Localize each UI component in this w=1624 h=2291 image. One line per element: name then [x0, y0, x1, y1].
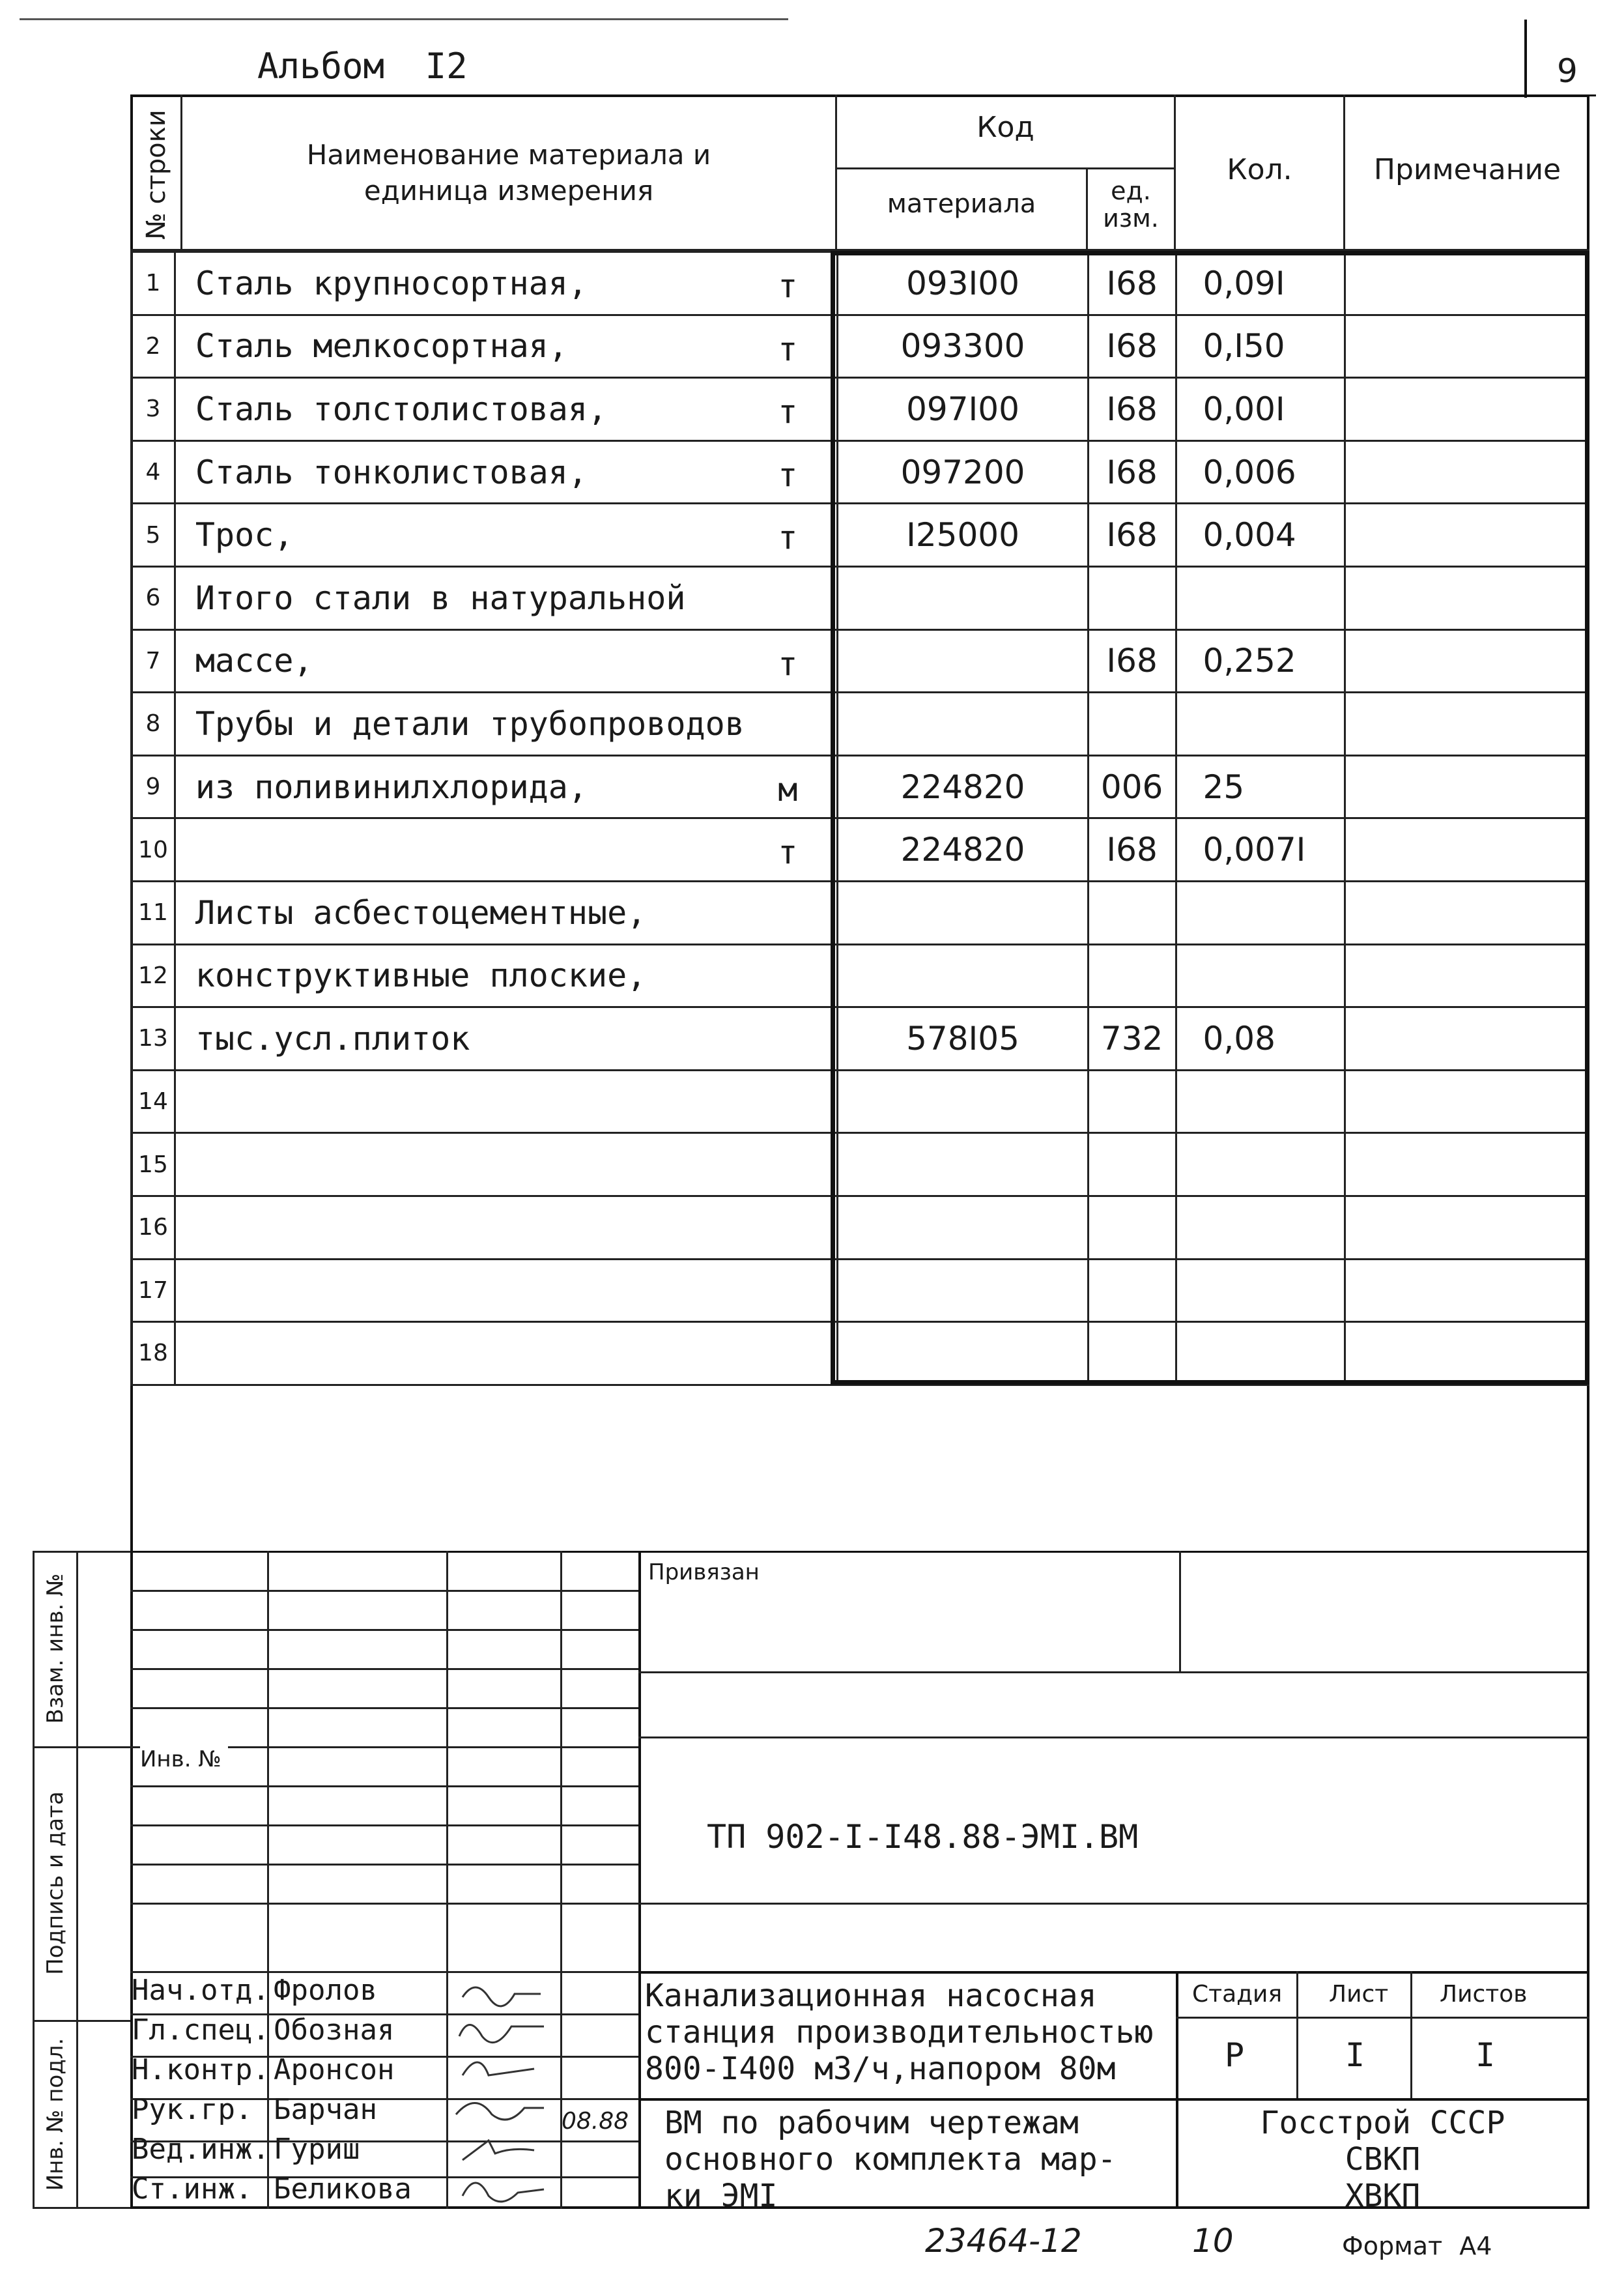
header-name: Наименование материала и единица измерения [182, 94, 837, 251]
row-name [175, 378, 837, 441]
header-code-group: Код [837, 94, 1176, 169]
footer-handwritten-number: 23464-12 [925, 2222, 1082, 2260]
header-note: Примечание [1345, 94, 1589, 251]
page-number: 9 [1557, 52, 1578, 90]
stamp-privyazan-divider [1179, 1551, 1181, 1671]
row-unit-code: I68 [1088, 440, 1176, 504]
signatures [449, 1971, 560, 2209]
row-name-text: Сталь толстолистовая, [195, 390, 608, 428]
sheet-title-line-1: ВМ по рабочим чертежам [664, 2105, 1079, 2141]
row-number: 6 [132, 566, 175, 629]
row-unit: т [778, 833, 798, 872]
stamp-object-title [645, 1978, 1153, 2087]
row-unit-code: I68 [1088, 818, 1176, 882]
row-name [175, 818, 837, 882]
row-name [175, 504, 837, 567]
sheet-title-line-2: основного комплекта мар- [664, 2141, 1117, 2178]
row-name [175, 1007, 837, 1071]
row-quantity: 0,252 [1176, 629, 1345, 693]
row-quantity: 0,004 [1176, 504, 1345, 567]
stamp-stadia: Р [1225, 2036, 1245, 2074]
stamp-doc-code: ТП 902-I-I48.88-ЭМI.ВМ [707, 1818, 1139, 1856]
stamp-person-name: Гуриш [274, 2133, 360, 2166]
stamp-top-line [130, 1551, 1589, 1553]
row-unit-code: I68 [1088, 504, 1176, 567]
row-unit-code: I68 [1088, 378, 1176, 441]
stamp-line-d [638, 1971, 1589, 1974]
top-rule [20, 18, 788, 20]
row-name [175, 315, 837, 378]
stamp-person-role: Н.контр. [132, 2053, 270, 2086]
side-divider-1 [33, 1746, 130, 1748]
stamp-line-b [638, 1736, 1589, 1738]
row-name-text: Трос, [195, 516, 294, 555]
sheet-title-line-3: ки ЭМI [664, 2178, 778, 2214]
row-unit: т [778, 455, 798, 494]
row-name [175, 1322, 837, 1385]
album-label: Альбом [257, 46, 385, 87]
row-unit-code: 006 [1088, 755, 1176, 818]
row-number: 14 [132, 1070, 175, 1133]
stamp-line-a [638, 1671, 1589, 1673]
stamp-stage-col-2 [1410, 1971, 1412, 2098]
side-podpis: Подпись и дата [42, 1791, 68, 1975]
row-name-text: Сталь тонколистовая, [195, 453, 588, 491]
row-name-text: Трубы и детали трубопроводов [195, 704, 745, 743]
org-line-2: СВКП [1345, 2141, 1421, 2178]
title-line-2: станция производительностью [645, 2014, 1154, 2051]
row-name-text: конструктивные плоские, [195, 957, 647, 995]
stamp-grid-line [130, 1785, 638, 1787]
stamp-person-row [130, 1971, 638, 2010]
org-line-1: Госстрой СССР [1260, 2105, 1505, 2141]
side-inv-podl: Инв. № подл. [42, 2038, 68, 2191]
row-number: 10 [132, 818, 175, 882]
stamp-list-label: Лист [1329, 1981, 1389, 2008]
stamp-organization [1176, 2105, 1589, 2214]
row-number: 7 [132, 629, 175, 693]
row-number: 17 [132, 1259, 175, 1322]
stamp-grid-line [130, 1707, 638, 1709]
row-number: 8 [132, 693, 175, 756]
row-number: 3 [132, 378, 175, 441]
row-quantity: 0,006 [1176, 440, 1345, 504]
side-vzam: Взам. инв. № [42, 1573, 68, 1724]
title-line-3: 800-I400 м3/ч,напором 80м [645, 2051, 1116, 2087]
stamp-grid-line [130, 1903, 638, 1905]
album-heading [257, 46, 468, 87]
row-unit: т [778, 267, 798, 305]
side-strip-inner [78, 1551, 130, 2209]
stamp-grid-line [130, 1668, 638, 1670]
row-quantity: 25 [1176, 755, 1345, 818]
row-material-code: 097I00 [838, 378, 1088, 441]
row-name [175, 440, 837, 504]
row-name-text: тыс.усл.плиток [195, 1019, 470, 1058]
row-number: 18 [132, 1322, 175, 1385]
row-name [175, 252, 837, 315]
row-name-text: Сталь крупносортная, [195, 264, 588, 302]
row-name [175, 1196, 837, 1259]
stamp-person-role: Ст.инж. [132, 2172, 253, 2206]
format-value: А4 [1459, 2232, 1492, 2260]
stamp-stadia-label: Стадия [1192, 1981, 1283, 2008]
stamp-person-row [130, 2130, 638, 2169]
stamp-person-row [130, 2051, 638, 2090]
row-unit-code: I68 [1088, 252, 1176, 315]
stamp-person-role: Рук.гр. [132, 2093, 253, 2126]
stamp-inv-no: Инв. № [140, 1746, 228, 1772]
row-name [175, 1259, 837, 1322]
row-unit-code: I68 [1088, 315, 1176, 378]
stamp-person-name: Аронсон [274, 2053, 395, 2086]
row-material-code: 578I05 [838, 1007, 1088, 1071]
row-number: 5 [132, 504, 175, 567]
row-name [175, 1070, 837, 1133]
header-qty: Кол. [1176, 94, 1345, 251]
stamp-sheet-title [664, 2105, 1117, 2214]
stamp-person-name: Барчан [274, 2093, 377, 2126]
page-number-divider [1524, 20, 1527, 98]
row-quantity: 0,08 [1176, 1007, 1345, 1071]
row-unit: т [778, 644, 798, 683]
row-name-text: из поливинилхлорида, [195, 768, 588, 806]
row-quantity: 0,007I [1176, 818, 1345, 882]
row-number: 12 [132, 944, 175, 1007]
row-name-text: Итого стали в натуральной [195, 579, 686, 617]
row-material-code: 224820 [838, 818, 1088, 882]
row-number: 16 [132, 1196, 175, 1259]
row-name [175, 881, 837, 944]
title-line-1: Канализационная насосная [645, 1978, 1097, 2014]
row-name [175, 566, 837, 629]
header-code-material: материала [837, 169, 1088, 251]
row-material-code: 093300 [838, 315, 1088, 378]
row-name [175, 1133, 837, 1196]
row-unit: т [778, 519, 798, 557]
row-number: 13 [132, 1007, 175, 1071]
row-number: 9 [132, 755, 175, 818]
header-code-unit: ед. изм. [1088, 169, 1176, 251]
row-name-text: Листы асбестоцементные, [195, 893, 647, 932]
row-number: 4 [132, 440, 175, 504]
stamp-privyazan: Привязан [648, 1559, 760, 1585]
stamp-person-role: Нач.отд. [132, 1974, 270, 2007]
footer-handwritten-page: 10 [1192, 2222, 1234, 2260]
row-quantity: 0,I50 [1176, 315, 1345, 378]
stamp-col-4 [638, 1551, 641, 2209]
stamp-listov: I [1475, 2036, 1496, 2074]
stamp-stage-line [1176, 2017, 1589, 2019]
row-name [175, 944, 837, 1007]
row-number: 1 [132, 252, 175, 315]
row-material-code: I25000 [838, 504, 1088, 567]
org-line-3: ХВКП [1345, 2178, 1421, 2214]
row-unit-code: 732 [1088, 1007, 1176, 1071]
stamp-line-c [638, 1903, 1589, 1905]
stamp-person-row [130, 2170, 638, 2209]
stamp-list: I [1345, 2036, 1365, 2074]
header-row-no: № строки [141, 109, 171, 240]
stamp-line-e [638, 2098, 1589, 2101]
row-material-code: 224820 [838, 755, 1088, 818]
row-material-code: 097200 [838, 440, 1088, 504]
row-name-text: массе, [195, 642, 313, 680]
row-number: 11 [132, 881, 175, 944]
stamp-grid-line [130, 1629, 638, 1631]
row-name [175, 755, 837, 818]
stamp-person-name: Беликова [274, 2172, 412, 2206]
footer-format [1342, 2232, 1492, 2260]
stamp-person-name: Обозная [274, 2013, 395, 2047]
row-number: 15 [132, 1133, 175, 1196]
row-name-text: Сталь мелкосортная, [195, 327, 568, 366]
stamp-person-name: Фролов [274, 1974, 377, 2007]
row-material-code: 093I00 [838, 252, 1088, 315]
stamp-grid-line [130, 1864, 638, 1866]
data-block-border [831, 251, 1589, 1385]
row-name [175, 693, 837, 756]
stamp-listov-label: Листов [1440, 1981, 1528, 2008]
stamp-date: 08.88 [562, 2108, 629, 2135]
row-quantity: 0,09I [1176, 252, 1345, 315]
stamp-person-role: Гл.спец. [132, 2013, 270, 2047]
format-label: Формат [1342, 2232, 1443, 2260]
album-number: I2 [425, 46, 468, 87]
row-name [175, 629, 837, 693]
stamp-person-row [130, 2011, 638, 2050]
row-number: 2 [132, 315, 175, 378]
stamp-grid-line [130, 1824, 638, 1826]
row-quantity: 0,00I [1176, 378, 1345, 441]
stamp-grid-line [130, 1590, 638, 1592]
header-row-no-cell [130, 94, 182, 251]
stamp-person-role: Вед.инж. [132, 2133, 270, 2166]
stamp-stage-col-1 [1296, 1971, 1298, 2098]
row-unit: т [778, 330, 798, 368]
row-unit: м [778, 770, 798, 809]
row-unit-code: I68 [1088, 629, 1176, 693]
row-unit: т [778, 393, 798, 431]
